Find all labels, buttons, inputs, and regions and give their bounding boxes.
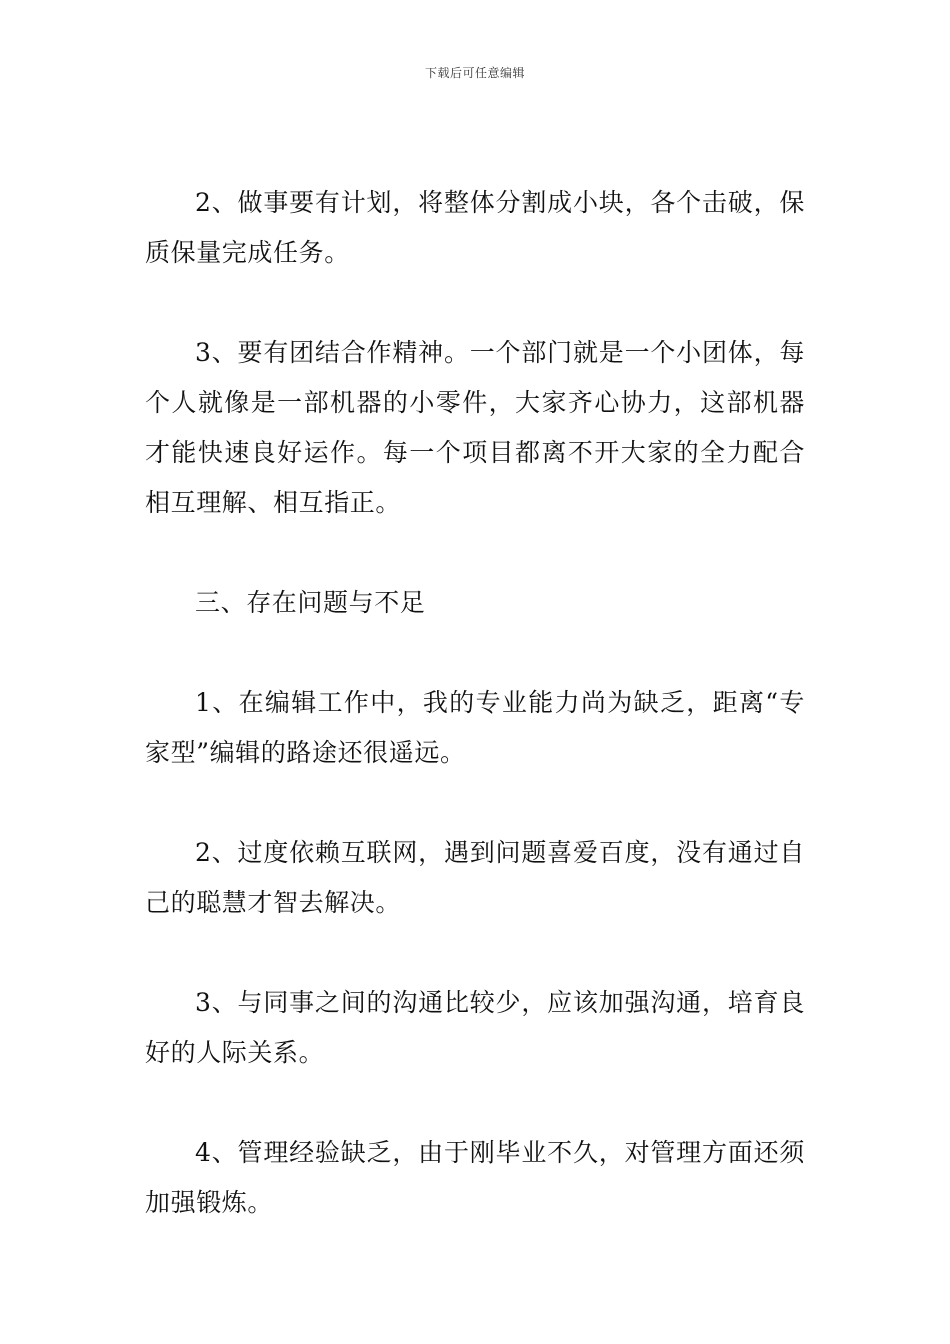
page-header-note: 下载后可任意编辑 xyxy=(424,66,525,80)
paragraph-communication: 3、与同事之间的沟通比较少，应该加强沟通，培育良好的人际关系。 xyxy=(145,988,805,1067)
section-heading-problems: 三、存在问题与不足 xyxy=(195,588,426,617)
paragraph-teamwork: 3、要有团结合作精神。一个部门就是一个小团体，每个人就像是一部机器的小零件，大家齐心协力，这部机器才能快速良好运作。每一个项目都离不开大家的全力配合相互理解、相互指正。 xyxy=(145,338,805,517)
document-body xyxy=(145,178,805,1278)
paragraph-management-experience: 4、管理经验缺乏，由于刚毕业不久，对管理方面还须加强锻炼。 xyxy=(145,1138,805,1217)
paragraph-plan-work: 2、做事要有计划，将整体分割成小块，各个击破，保质保量完成任务。 xyxy=(145,188,805,267)
paragraph-professional-ability: 1、在编辑工作中，我的专业能力尚为缺乏，距离“专家型”编辑的路途还很遥远。 xyxy=(145,688,805,767)
paragraph-internet-reliance: 2、过度依赖互联网，遇到问题喜爱百度，没有通过自己的聪慧才智去解决。 xyxy=(145,838,805,917)
